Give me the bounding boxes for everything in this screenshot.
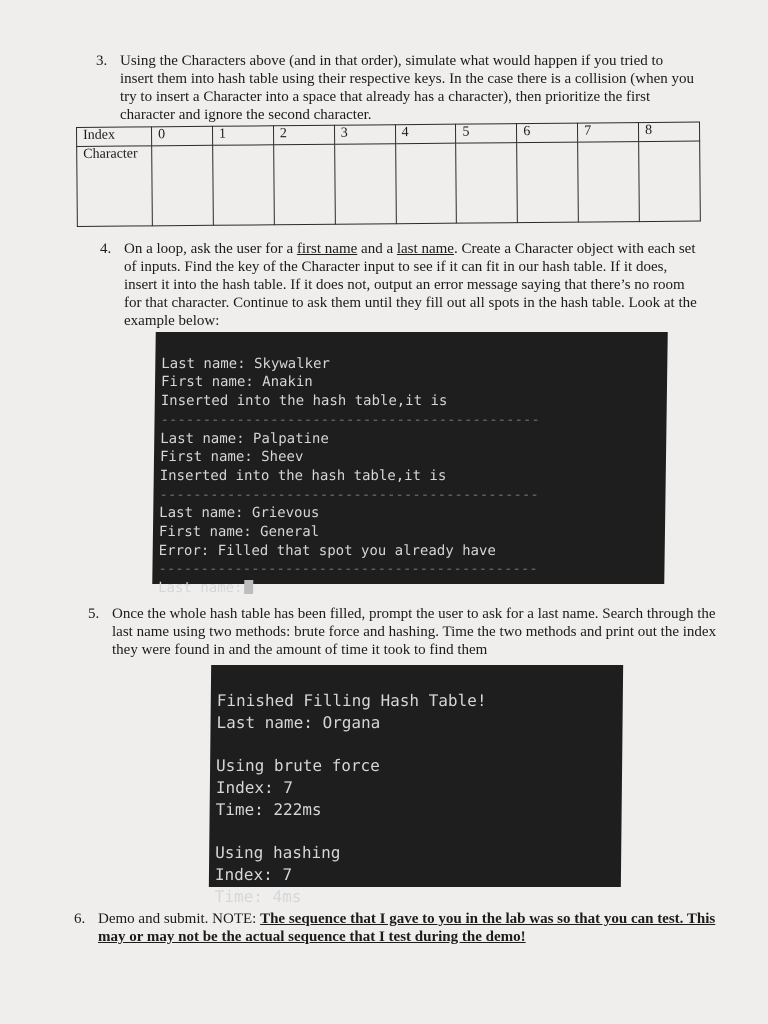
index-cell: 5 [456, 124, 517, 144]
terminal-line: Time: 222ms [215, 799, 322, 819]
character-cell [578, 142, 640, 222]
terminal-example-search [209, 665, 623, 906]
terminal-line: Inserted into the hash table,it is [160, 393, 448, 410]
question-4-text-part: and a [357, 241, 397, 257]
cursor-icon [244, 580, 253, 594]
question-6-number: 6. [74, 911, 86, 927]
terminal-line: Using hashing [215, 843, 341, 863]
terminal-blank-line [216, 733, 616, 755]
character-cell [334, 144, 396, 224]
terminal-line: Last name: Skywalker [161, 355, 331, 372]
hash-table-character-row [77, 141, 701, 226]
terminal-line: Last name: Palpatine [160, 430, 329, 447]
question-6 [74, 910, 738, 946]
hash-table [76, 122, 701, 227]
question-3-text: Using the Characters above (and in that order), simulate what would happen if you tried to insert them into hash table using their respective keys. In the case there is a collision (when you try to insert a Character into a space that already has a character), then prioritize the first character and ignore the second character. [120, 53, 695, 123]
terminal-line: Last name: [158, 580, 243, 597]
terminal-divider: --------------------------------------------- [160, 411, 540, 428]
question-5-number: 5. [88, 606, 100, 622]
terminal-line: Error: Filled that spot you already have [158, 542, 496, 559]
first-name-term: first name [296, 241, 358, 257]
terminal-line: Index: 7 [214, 865, 293, 885]
character-cell [152, 145, 214, 225]
character-header: Character [77, 146, 153, 226]
question-4-text-part: . Create a Character object with each set of inputs. Find the key of the Character input to see if it can fit in our hash table. If it does, insert it into the hash table. If it does not, output an error message saying that there’s no room for that character. Continue to ask them until they fill out all spots in the hash table. Look at the example below: [124, 241, 697, 329]
terminal-prompt-line [158, 579, 658, 598]
terminal-line: Last name: Grievous [159, 505, 320, 522]
terminal-divider: --------------------------------------------- [158, 561, 538, 578]
question-5-text: Once the whole hash table has been filled, prompt the user to ask for a last name. Search through the last name using two methods: brute force and hashing. Time the two methods and print out the index they were found in and the amount of time it took to find them [112, 606, 717, 658]
character-cell [395, 143, 457, 223]
index-cell: 3 [334, 125, 395, 145]
index-cell: 0 [152, 126, 213, 146]
index-header: Index [77, 127, 152, 147]
last-name-term: last name [396, 241, 454, 257]
terminal-line: Last name: Organa [216, 712, 381, 732]
terminal-line: Using brute force [216, 756, 380, 776]
question-6-note: The sequence that I gave to you in the lab was so that you can test. This may or may not be the actual sequence that I test during the demo! [98, 911, 716, 945]
terminal-line: Time: 4ms [214, 886, 302, 906]
terminal-example-insert [152, 332, 668, 597]
question-6-intro: Demo and submit. NOTE: [98, 911, 261, 927]
index-cell: 4 [395, 124, 456, 144]
terminal-line: Index: 7 [215, 777, 294, 797]
terminal-line: First name: Anakin [160, 374, 313, 391]
character-cell [517, 142, 579, 222]
terminal-line: Finished Filling Hash Table! [216, 690, 487, 710]
terminal-line: Inserted into the hash table,it is [159, 467, 447, 484]
character-cell [273, 144, 335, 224]
terminal-divider: --------------------------------------------- [159, 486, 539, 503]
question-6-text [98, 910, 738, 946]
index-cell: 7 [578, 123, 639, 143]
terminal-line: First name: General [158, 524, 320, 540]
index-cell: 8 [638, 122, 699, 142]
question-3 [96, 52, 700, 124]
question-4-text-part: On a loop, ask the user for a [124, 241, 297, 257]
question-4-text [124, 240, 700, 330]
index-cell: 2 [273, 125, 334, 145]
terminal-blank-line [215, 821, 615, 843]
question-4 [100, 240, 700, 330]
character-cell [639, 141, 701, 221]
question-3-number: 3. [96, 53, 108, 69]
question-4-number: 4. [100, 241, 112, 257]
index-cell: 1 [212, 126, 273, 146]
character-cell [213, 145, 275, 225]
terminal-line: First name: Sheev [159, 449, 304, 466]
question-5 [88, 605, 722, 659]
character-cell [456, 143, 518, 223]
index-cell: 6 [517, 123, 578, 143]
